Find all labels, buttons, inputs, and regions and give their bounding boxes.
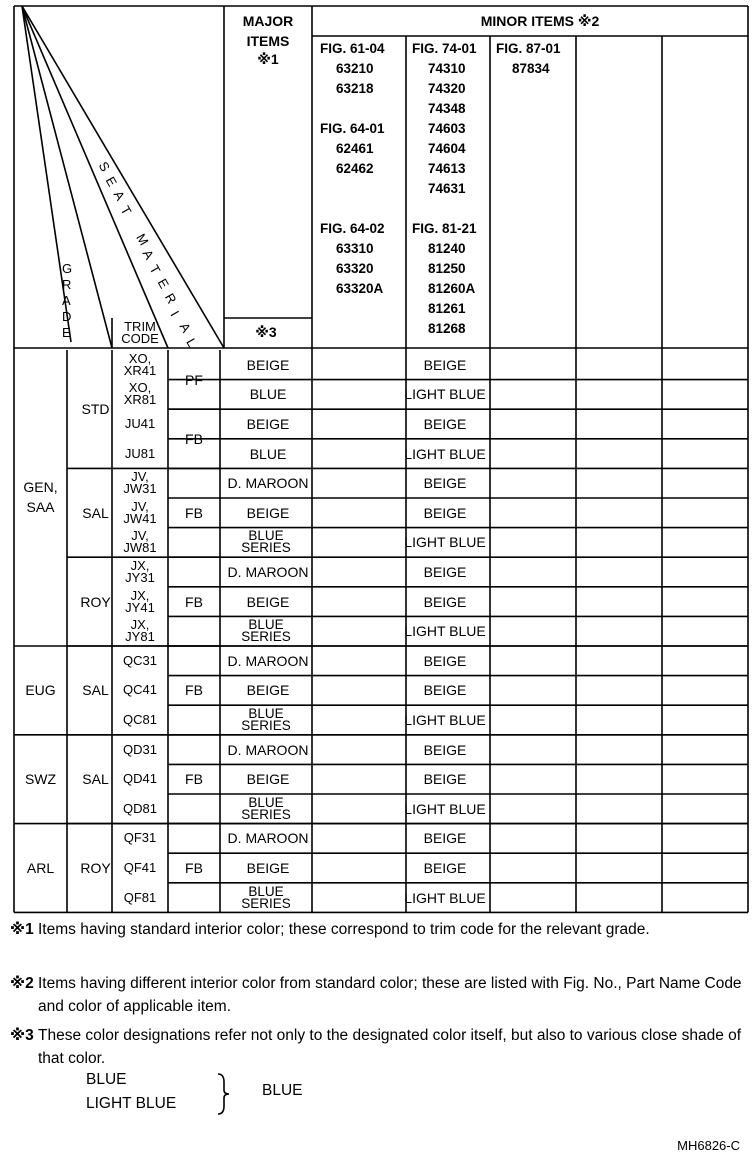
minor-fig-entry: 81268 (428, 321, 466, 336)
trim-code-cell-line: QC31 (123, 652, 157, 668)
major-item-color: BEIGE (246, 771, 290, 788)
trim-code-cell (124, 382, 157, 406)
figure-code: MH6826-C (677, 1138, 740, 1153)
trim-code-header-line: TRIM (124, 319, 156, 334)
minor-fig-entry: FIG. 64-02 (320, 221, 385, 236)
major-item-color-line: BLUE (248, 706, 284, 721)
major-item-color-line: BLUE (248, 528, 284, 544)
minor-item-color: LIGHT BLUE (404, 445, 486, 462)
minor-fig-entry: 74603 (428, 121, 466, 136)
footnote-1-marker: ※1 (10, 921, 34, 938)
trim-code-cell-line: JX, (130, 587, 150, 603)
trim-code-cell-line: QC81 (123, 712, 157, 727)
trim-code-cell-line: XR81 (123, 392, 157, 408)
trim-code-cell (125, 560, 155, 584)
grade-header-letter: E (62, 325, 71, 340)
seat-material-cell: FB (185, 860, 203, 876)
major-item-color-line: BLUE (248, 883, 284, 899)
sub-grade-cell: ROY (80, 593, 111, 610)
trim-code-cell-line: JV, (131, 469, 149, 485)
footnote-3-text: These color designations refer not only to the designated color itself, but also to various close shade of that color. (38, 1027, 742, 1067)
trim-code-cell (123, 530, 156, 554)
trim-code-cell-line: JW41 (123, 510, 157, 526)
trim-code-cell-line: JV, (131, 528, 149, 544)
minor-fig-entry: 81250 (428, 261, 466, 276)
seat-material-letter: A (139, 246, 157, 263)
seat-material-cell: FB (185, 430, 203, 447)
minor-fig-entry: 74348 (428, 101, 466, 116)
minor-fig-entry: FIG. 81-21 (412, 221, 477, 236)
seat-material-letter: R (161, 290, 180, 307)
footnote-2-marker: ※2 (10, 975, 34, 992)
trim-code-cell-line: QD81 (123, 800, 157, 816)
minor-item-color: BEIGE (423, 830, 467, 847)
major-item-color (241, 794, 291, 822)
major-item-color: BLUE (249, 386, 287, 403)
trim-code-cell-line: JU41 (124, 416, 156, 431)
minor-item-color: LIGHT BLUE (404, 889, 486, 906)
trim-code-cell-line: QD41 (123, 771, 157, 787)
minor-item-color: BEIGE (423, 860, 467, 876)
major-item-color: D. MAROON (227, 741, 309, 758)
minor-item-color: BEIGE (423, 564, 467, 580)
seat-material-cell: FB (185, 771, 203, 788)
grade-cell: GEN, (23, 479, 58, 495)
sub-grade-cell: SAL (82, 771, 109, 788)
trim-code-cell-line: QD31 (123, 741, 157, 757)
trim-code-cell (123, 652, 157, 668)
minor-item-color: BEIGE (423, 416, 467, 432)
major-item-color: D. MAROON (227, 564, 309, 580)
minor-fig-entry: 63320 (336, 261, 374, 276)
trim-code-cell-line: JX, (130, 617, 150, 633)
minor-fig-entry: 74631 (428, 181, 466, 196)
trim-code-cell (123, 741, 157, 757)
minor-item-color: BEIGE (423, 593, 467, 610)
minor-item-color: LIGHT BLUE (404, 623, 486, 640)
minor-item-color: BEIGE (423, 741, 467, 758)
footnote-1-text: Items having standard interior color; these correspond to trim code for the relevant grade. (38, 921, 650, 938)
sub-grade-cell: SAL (82, 504, 109, 521)
trim-code-cell-line: QF41 (123, 860, 157, 875)
trim-code-header (121, 321, 159, 345)
major-items-header: ※1 (257, 51, 279, 67)
grade-header-letter: R (62, 277, 72, 292)
major-item-color-line: SERIES (241, 629, 291, 645)
trim-code-cell-line: QF31 (123, 830, 157, 846)
seat-material-letter: A (176, 320, 194, 336)
trim-code-cell-line: JW81 (123, 540, 157, 556)
minor-item-color: LIGHT BLUE (404, 800, 486, 817)
major-item-color: BEIGE (246, 860, 290, 876)
major-item-color (241, 619, 291, 643)
brace-left-item: LIGHT BLUE (86, 1095, 177, 1112)
seat-material-cell: FB (185, 682, 203, 699)
trim-code-cell-line: XR41 (123, 362, 157, 378)
trim-code-cell-line: JX, (130, 558, 150, 573)
minor-fig-entry: FIG. 61-04 (320, 41, 385, 56)
trim-code-cell (125, 418, 155, 430)
minor-fig-entry: 74320 (428, 81, 466, 96)
minor-fig-entry: 81240 (428, 241, 466, 256)
seat-material-letter: M (132, 231, 152, 249)
brace-right: BLUE (262, 1082, 303, 1099)
minor-item-color: LIGHT BLUE (404, 534, 486, 551)
trim-code-cell-line: JY31 (125, 570, 155, 585)
minor-fig-entry: 63310 (336, 241, 374, 256)
trim-code-cell-line: XO, (128, 350, 152, 366)
trim-code-cell (124, 832, 157, 844)
major-item-color: BEIGE (246, 593, 290, 610)
trim-code-cell (123, 773, 157, 785)
seat-material-letter: I (167, 307, 183, 319)
seat-material-cell: FB (185, 504, 203, 521)
trim-code-cell (123, 471, 156, 495)
minor-item-color: BEIGE (423, 504, 467, 521)
brace-left-item: BLUE (86, 1071, 127, 1088)
sub-grade-cell: SAL (82, 682, 109, 699)
brace-left-list (86, 1068, 176, 1116)
minor-item-color: BEIGE (423, 475, 467, 492)
major-item-color: D. MAROON (227, 652, 309, 669)
major-item-color-line: SERIES (241, 895, 291, 911)
trim-code-cell-line: JY81 (125, 629, 155, 645)
major-item-color: D. MAROON (227, 475, 309, 492)
major-item-color-line: BLUE (248, 794, 284, 810)
major-item-color: BEIGE (246, 682, 290, 699)
trim-code-cell (123, 350, 157, 378)
major-item-color: BLUE (249, 445, 287, 462)
major-item-color (241, 530, 291, 554)
footnote-2 (10, 972, 746, 1018)
major-item-color-line: SERIES (241, 806, 291, 822)
trim-code-cell-line: JW31 (123, 481, 157, 497)
brace-icon (214, 1072, 234, 1116)
footnote-3 (10, 1024, 746, 1070)
note3-marker: ※3 (255, 324, 277, 340)
trim-code-cell-line: QC41 (123, 682, 157, 698)
trim-code-cell-line: QF81 (123, 889, 157, 905)
footnote-3-marker: ※3 (10, 1027, 34, 1044)
diagonal-line (22, 6, 224, 348)
trim-code-cell (125, 587, 155, 615)
grade-cell: SWZ (24, 771, 57, 788)
major-item-color (241, 708, 291, 732)
seat-material-cell: FB (185, 593, 203, 610)
minor-items-header: MINOR ITEMS ※2 (480, 13, 600, 29)
footnote-1 (10, 918, 746, 941)
trim-code-cell (123, 498, 157, 526)
minor-item-color: BEIGE (423, 356, 467, 373)
trim-code-cell (123, 714, 157, 726)
minor-item-color: BEIGE (423, 771, 467, 788)
trim-code-cell (123, 684, 157, 696)
trim-code-cell (124, 862, 157, 874)
major-item-color: BEIGE (246, 504, 290, 521)
minor-fig-entry: 74604 (428, 141, 466, 156)
trim-code-cell-line: XO, (128, 380, 152, 396)
trim-code-cell-line: JV, (131, 498, 149, 514)
major-item-color: BEIGE (246, 416, 290, 432)
seat-material-letter: A (110, 188, 128, 204)
trim-code-cell (123, 889, 157, 905)
trim-code-cell (124, 445, 156, 461)
minor-fig-entry: 63320A (336, 281, 384, 296)
seat-material-letter: L (183, 335, 200, 350)
minor-item-color: LIGHT BLUE (404, 386, 486, 403)
minor-fig-entry: 62461 (336, 141, 374, 156)
minor-fig-entry: 63218 (336, 81, 374, 96)
trim-code-header-line: CODE (121, 331, 159, 346)
minor-fig-entry: 81260A (428, 281, 476, 296)
minor-item-color: BEIGE (423, 682, 467, 699)
trim-code-cell (123, 800, 157, 816)
minor-fig-entry: 74613 (428, 161, 466, 176)
sub-grade-cell: ROY (80, 860, 111, 876)
seat-material-letter: E (103, 173, 121, 189)
minor-fig-entry: FIG. 87-01 (496, 41, 561, 56)
footnote-2-text: Items having different interior color from standard color; these are listed with Fig. No., Part Name Code and color of applicable item. (38, 975, 742, 1015)
seat-material-cell: PF (185, 371, 203, 388)
minor-item-color: BEIGE (423, 652, 467, 669)
major-item-color-line: SERIES (241, 540, 291, 556)
major-item-color: BEIGE (246, 356, 290, 373)
minor-fig-entry: FIG. 64-01 (320, 121, 385, 136)
minor-fig-entry: FIG. 74-01 (412, 41, 477, 56)
minor-fig-entry: 81261 (428, 301, 466, 316)
major-items-header: ITEMS (246, 33, 290, 49)
trim-code-cell (125, 619, 155, 643)
major-item-color-line: SERIES (241, 718, 291, 733)
minor-fig-entry: 74310 (428, 61, 466, 76)
diagonal-line (22, 6, 168, 348)
grade-cell: EUG (25, 682, 56, 699)
major-item-color-line: BLUE (248, 617, 284, 633)
seat-material-letter: T (117, 203, 135, 218)
seat-material-letter: S (95, 158, 113, 175)
grade-header-letter: D (62, 309, 72, 324)
grade-cell: SAA (26, 499, 55, 515)
seat-material-letter: T (146, 261, 164, 277)
seat-material-letter: E (154, 276, 172, 292)
major-item-color (241, 883, 291, 911)
minor-item-color: LIGHT BLUE (404, 712, 486, 728)
trim-code-cell-line: JY41 (125, 599, 155, 615)
trim-code-cell-line: JU81 (124, 445, 156, 461)
grade-header-letter: A (62, 293, 71, 308)
minor-fig-entry: 87834 (512, 61, 550, 76)
grade-header-letter: G (62, 261, 73, 276)
grade-cell: ARL (26, 860, 55, 876)
major-item-color: D. MAROON (227, 830, 309, 847)
minor-fig-entry: 63210 (336, 61, 374, 76)
major-items-header: MAJOR (242, 13, 294, 29)
minor-fig-entry: 62462 (336, 161, 374, 176)
sub-grade-cell: STD (81, 401, 110, 418)
